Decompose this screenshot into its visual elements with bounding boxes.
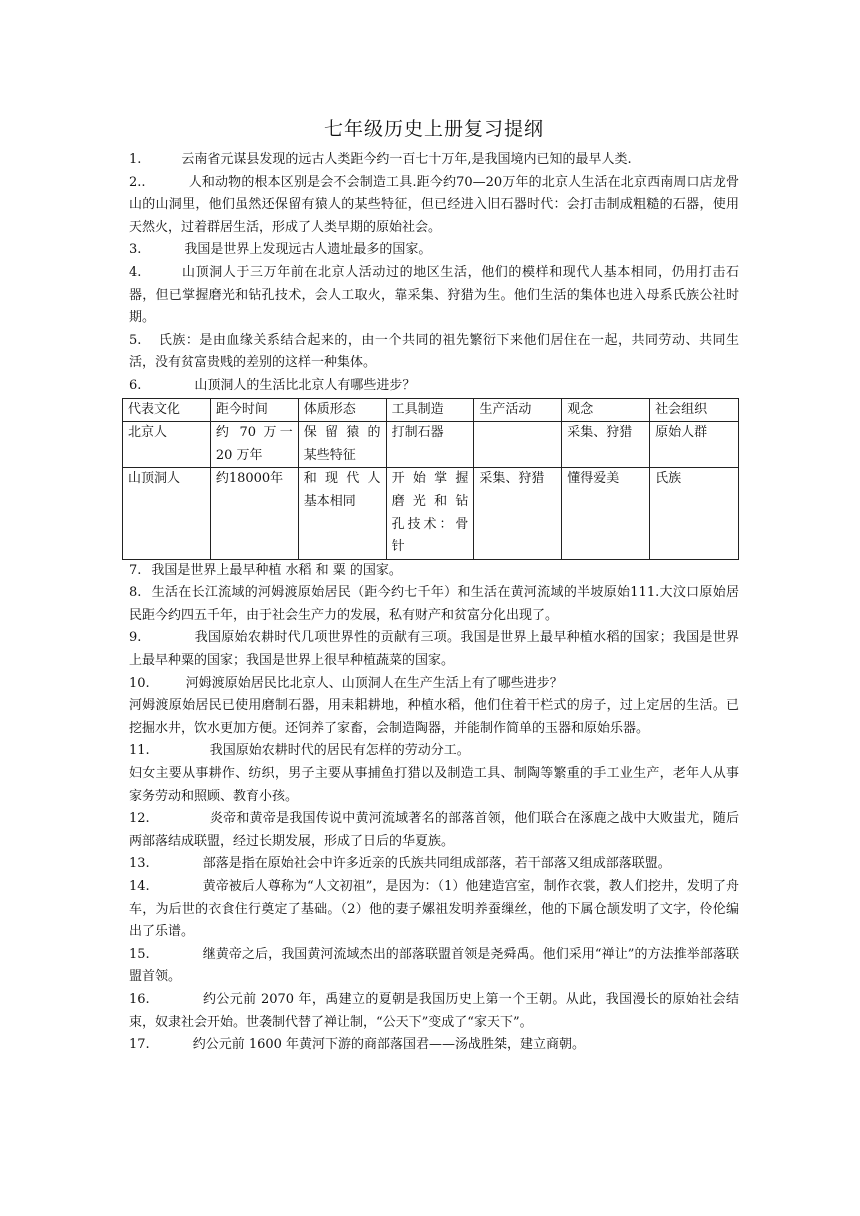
- item-number: 6.: [129, 377, 142, 393]
- outline-item: [129, 582, 739, 627]
- item-text: 约公元前 2070 年，禹建立的夏朝是我国历史上第一个王朝。从此，我国漫长的原始社会结束，奴隶社会开始。世袭制代替了禅让制，“公天下”变成了“家天下”。: [129, 991, 739, 1030]
- table-cell: 约18000年: [210, 468, 298, 559]
- item-text: 河姆渡原始居民比北京人、山顶洞人在生产生活上有了哪些进步？: [185, 675, 563, 691]
- item-number: 7.: [129, 562, 142, 578]
- outline-item: [129, 808, 739, 853]
- document-body: [129, 112, 739, 1057]
- table-row: [123, 422, 739, 468]
- item-text: 妇女主要从事耕作、纺织，男子主要从事捕鱼打猎以及制造工具、制陶等繁重的手工业生产，老年人从事家务劳动和照顾、教育小孩。: [129, 766, 739, 804]
- outline-item: [129, 627, 739, 672]
- item-text: 我国是世界上最早种植 水稻 和 粟 的国家。: [151, 562, 402, 578]
- table-header-cell: 工具制造: [386, 398, 474, 422]
- item-text: 山顶洞人的生活比北京人有哪些进步？: [194, 377, 416, 393]
- table-cell: 约 70 万一 20 万年: [210, 422, 298, 468]
- item-number: 12.: [129, 811, 150, 827]
- table-cell: 开 始 掌 握 磨 光 和 钻 孔技术：骨针: [386, 468, 474, 559]
- table-header-cell: 代表文化: [123, 398, 211, 422]
- item-number: 11.: [129, 743, 150, 759]
- item-text: 河姆渡原始居民已使用磨制石器，用耒耜耕地，种植水稻，他们住着干栏式的房子，过上定居的生活。已挖掘水井，饮水更加方便。还饲养了家畜，会制造陶器，并能制作简单的玉器和原始乐器。: [129, 698, 739, 736]
- item-number: 10.: [129, 675, 150, 691]
- item-number: 5.: [129, 332, 142, 348]
- table-cell: 采集、狩猎: [562, 422, 650, 468]
- item-number: 4.: [129, 264, 142, 280]
- table-cell: [474, 422, 562, 468]
- item-text: 部落是指在原始社会中许多近亲的氏族共同组成部落，若干部落又组成部落联盟。: [202, 856, 671, 872]
- item-number: 2..: [129, 174, 146, 190]
- table-header-cell: 生产活动: [474, 398, 562, 422]
- table-cell: 保 留 猿 的 某些特征: [298, 422, 386, 468]
- item-text: 约公元前 1600 年黄河下游的商部落国君——汤战胜桀，建立商朝。: [192, 1037, 586, 1053]
- item-number: 1.: [129, 152, 142, 167]
- item-text: 我国是世界上发现远古人遗址最多的国家。: [184, 242, 432, 258]
- item-number: 13.: [129, 856, 150, 872]
- table-header-cell: 距今时间: [210, 398, 298, 422]
- outline-list-part1: [129, 149, 739, 398]
- item-text: 生活在长江流域的河姆渡原始居民（距今约七千年）和生活在黄河流域的半坡原始111.大汶口原始居民距今约四五千年，由于社会生产力的发展，私有财产和贫富分化出现了。: [129, 585, 739, 623]
- item-text: 我国原始农耕时代的居民有怎样的劳动分工。: [209, 743, 470, 759]
- table-header-cell: 观念: [562, 398, 650, 422]
- item-number: 15.: [129, 946, 150, 962]
- table-cell: 和 现 代 人 基本相同: [298, 468, 386, 559]
- outline-item: [129, 172, 739, 240]
- item-number: 16.: [129, 991, 150, 1007]
- item-text: 山顶洞人于三万年前在北京人活动过的地区生活，他们的模样和现代人基本相同，仍用打击石器，但已掌握磨光和钻孔技术，会人工取火，靠采集、狩猎为生。他们生活的集体也进入母系氏族公社时期。: [129, 264, 739, 326]
- outline-item: [129, 740, 739, 763]
- outline-item: [129, 695, 739, 740]
- item-text: 云南省元谋县发现的远古人类距今约一百七十万年,是我国境内已知的最早人类.: [181, 152, 632, 167]
- table-cell: 懂得爱美: [562, 468, 650, 559]
- item-text: 继黄帝之后，我国黄河流域杰出的部落联盟首领是尧舜禹。他们采用“禅让”的方法推举部落联盟首领。: [129, 946, 739, 985]
- table-cell: 北京人: [123, 422, 211, 468]
- outline-item: [129, 560, 739, 583]
- outline-item: [129, 149, 739, 172]
- outline-item: [129, 239, 739, 262]
- item-text: 黄帝被后人尊称为“人文初祖”，是因为：（1）他建造宫室，制作衣裳，教人们挖井，发明了舟车，为后世的衣食住行奠定了基础。（2）他的妻子嫘祖发明养蚕缫丝，他的下属仓颉发明了文字，伶伦编出了乐谱。: [129, 879, 739, 940]
- table-cell: 原始人群: [650, 422, 739, 468]
- table-header-cell: 体质形态: [298, 398, 386, 422]
- outline-item: [129, 330, 739, 375]
- table-cell: 采集、狩猎: [474, 468, 562, 559]
- outline-item: [129, 763, 739, 808]
- item-number: 3.: [129, 242, 142, 258]
- table-cell: 氏族: [650, 468, 739, 559]
- outline-item: [129, 375, 739, 398]
- table-row: [123, 468, 739, 559]
- item-text: 炎帝和黄帝是我国传说中黄河流域著名的部落首领，他们联合在涿鹿之战中大败蚩尤，随后两部落结成联盟，经过长期发展，形成了日后的华夏族。: [129, 811, 739, 849]
- table-header-cell: 社会组织: [650, 398, 739, 422]
- item-text: 我国原始农耕时代几项世界性的贡献有三项。我国是世界上最早种植水稻的国家；我国是世界上最早种粟的国家；我国是世界上很早种植蔬菜的国家。: [129, 630, 739, 669]
- comparison-table: [122, 398, 739, 560]
- item-number: 8.: [129, 585, 142, 601]
- item-text: 人和动物的根本区别是会不会制造工具.距今约70—20万年的北京人生活在北京西南周口店龙骨山的山洞里，他们虽然还保留有猿人的某些特征，但已经进入旧石器时代：会打击制成粗糙的石器，使用天然火，过着群居生活，形成了人类早期的原始社会。: [129, 174, 739, 235]
- outline-item: [129, 989, 739, 1034]
- outline-item: [129, 673, 739, 696]
- outline-item: [129, 262, 739, 330]
- item-number: 9.: [129, 630, 142, 646]
- table-header-row: [123, 398, 739, 422]
- outline-item: [129, 1034, 739, 1057]
- item-number: 14.: [129, 879, 150, 894]
- table-cell: 山顶洞人: [123, 468, 211, 559]
- outline-item: [129, 853, 739, 876]
- item-text: 氏族：是由血缘关系结合起来的，由一个共同的祖先繁衍下来他们居住在一起，共同劳动、共同生活，没有贫富贵贱的差别的这样一种集体。: [129, 332, 739, 371]
- table-cell: 打制石器: [386, 422, 474, 468]
- page-title: 七年级历史上册复习提纲: [323, 118, 544, 140]
- outline-item: [129, 876, 739, 944]
- item-number: 17.: [129, 1037, 150, 1053]
- outline-item: [129, 944, 739, 989]
- outline-list-part2: [129, 560, 739, 1057]
